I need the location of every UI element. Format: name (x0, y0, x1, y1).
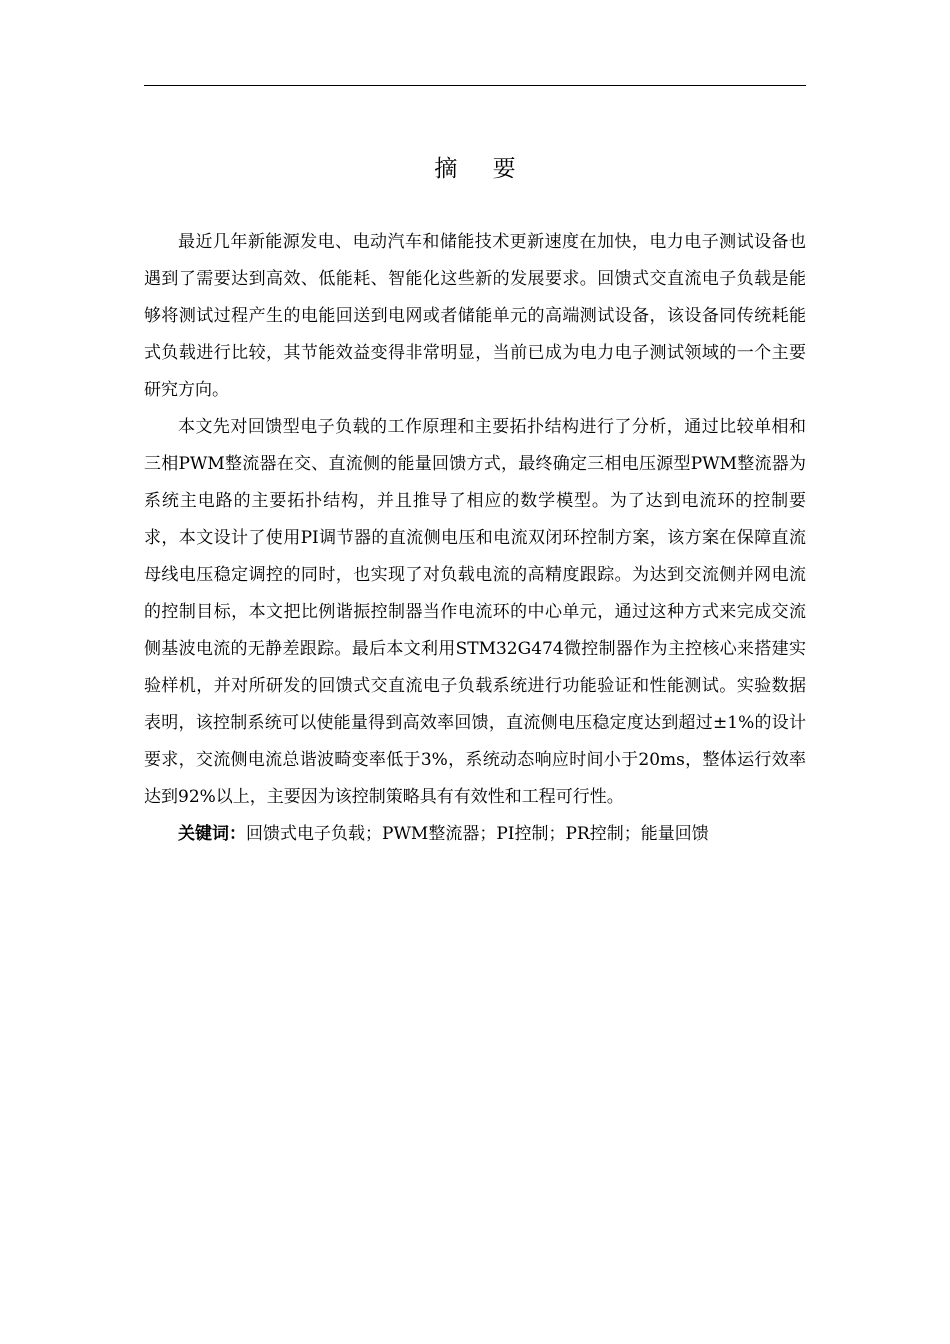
abstract-paragraph-2: 本文先对回馈型电子负载的工作原理和主要拓扑结构进行了分析，通过比较单相和三相PWM整流器在交、直流侧的能量回馈方式，最终确定三相电压源型PWM整流器为系统主电路的主要拓扑结构，并且推导了相应的数学模型。为了达到电流环的控制要求，本文设计了使用PI调节器的直流侧电压和电流双闭环控制方案，该方案在保障直流母线电压稳定调控的同时，也实现了对负载电流的高精度跟踪。为达到交流侧并网电流的控制目标，本文把比例谐振控制器当作电流环的中心单元，通过这种方式来完成交流侧基波电流的无静差跟踪。最后本文利用STM32G474微控制器作为主控核心来搭建实验样机，并对所研发的回馈式交直流电子负载系统进行功能验证和性能测试。实验数据表明，该控制系统可以使能量得到高效率回馈，直流侧电压稳定度达到超过±1%的设计要求，交流侧电流总谐波畸变率低于3%，系统动态响应时间小于20ms，整体运行效率达到92%以上，主要因为该控制策略具有有效性和工程可行性。 (144, 417, 806, 807)
abstract-body (144, 224, 806, 853)
keywords-label: 关键词： (178, 824, 246, 844)
keywords-text: 回馈式电子负载；PWM整流器；PI控制；PR控制；能量回馈 (246, 824, 709, 844)
keywords-line (144, 816, 806, 853)
header-rule (144, 85, 806, 86)
abstract-paragraph-1: 最近几年新能源发电、电动汽车和储能技术更新速度在加快，电力电子测试设备也遇到了需要达到高效、低能耗、智能化这些新的发展要求。回馈式交直流电子负载是能够将测试过程产生的电能回送到电网或者储能单元的高端测试设备，该设备同传统耗能式负载进行比较，其节能效益变得非常明显，当前已成为电力电子测试领域的一个主要研究方向。 (144, 232, 806, 400)
abstract-title: 摘 要 (434, 156, 530, 182)
